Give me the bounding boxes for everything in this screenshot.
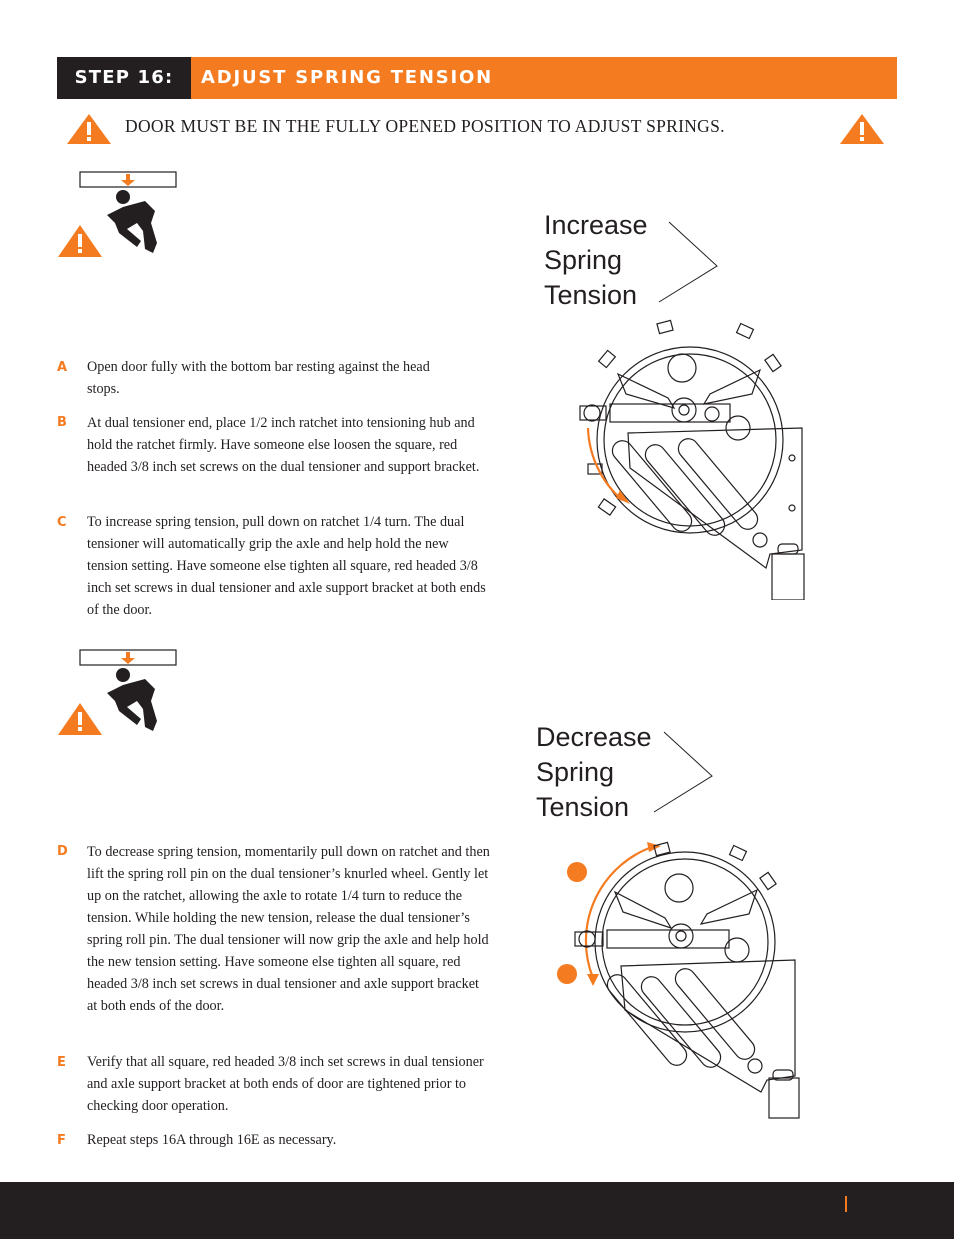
footer-accent-bar xyxy=(845,1196,847,1212)
step-letter-c: C xyxy=(57,515,67,530)
step-letter-a: A xyxy=(57,360,68,375)
step-text-f: Repeat steps 16A through 16E as necessary. xyxy=(87,1132,337,1148)
warning-triangle-icon xyxy=(839,113,885,145)
decrease-tension-diagram xyxy=(555,840,805,1120)
falling-person-hazard-icon xyxy=(57,171,179,259)
increase-label-line1: Increase xyxy=(544,210,648,240)
step-letter-b: B xyxy=(57,415,67,430)
decrease-label xyxy=(536,720,652,825)
page-footer xyxy=(0,1182,954,1239)
warning-message: DOOR MUST BE IN THE FULLY OPENED POSITION TO ADJUST SPRINGS. xyxy=(125,116,725,136)
step-letter-e: E xyxy=(57,1055,66,1070)
increase-label xyxy=(544,208,648,313)
step-text-a: Open door fully with the bottom bar resting against the head stops. xyxy=(87,359,430,397)
decrease-label-line3: Tension xyxy=(536,792,630,822)
step-text-d: To decrease spring tension, momentarily pull down on ratchet and then lift the spring roll pin on the dual tensioner’s knurled wheel. Gently let up on the ratchet, allowing the axle to rotate 1/4 turn to reduce the tension. While holding the new tension, release the dual tensioner’s spring roll pin. The dual tensioner will now grip the axle and help hold the new tension setting. Have someone else tighten all square, red headed 3/8 inch set screws in dual tensioner and axle support bracket at both ends of the door. xyxy=(87,844,490,1014)
label-pointer-icon xyxy=(650,730,716,816)
label-pointer-icon xyxy=(655,220,721,306)
decrease-label-line1: Decrease xyxy=(536,722,652,752)
falling-person-hazard-icon xyxy=(57,649,179,737)
warning-triangle-icon xyxy=(66,113,112,145)
increase-label-line3: Tension xyxy=(544,280,638,310)
orange-marker xyxy=(567,862,587,882)
orange-marker xyxy=(557,964,577,984)
step-text-c: To increase spring tension, pull down on ratchet 1/4 turn. The dual tensioner will automatically grip the axle and help hold the new tension setting. Have someone else tighten all square, red headed 3/8 inch set screws in dual tensioner and axle support bracket at both ends of the door. xyxy=(87,514,486,618)
step-letter-f: F xyxy=(57,1133,66,1148)
step-number: STEP 16: xyxy=(57,57,191,99)
increase-tension-diagram xyxy=(570,318,810,600)
step-text-e: Verify that all square, red headed 3/8 inch set screws in dual tensioner and axle support bracket at both ends of door are tightened prior to checking door operation. xyxy=(87,1054,484,1114)
increase-label-line2: Spring xyxy=(544,245,623,275)
step-title: ADJUST SPRING TENSION xyxy=(191,57,897,99)
step-text-b: At dual tensioner end, place 1/2 inch ratchet into tensioning hub and hold the ratchet firmly. Have someone else loosen the square, red headed 3/8 inch set screws on the dual tensioner and support bracket. xyxy=(87,415,480,475)
decrease-label-line2: Spring xyxy=(536,757,615,787)
step-letter-d: D xyxy=(57,844,68,859)
